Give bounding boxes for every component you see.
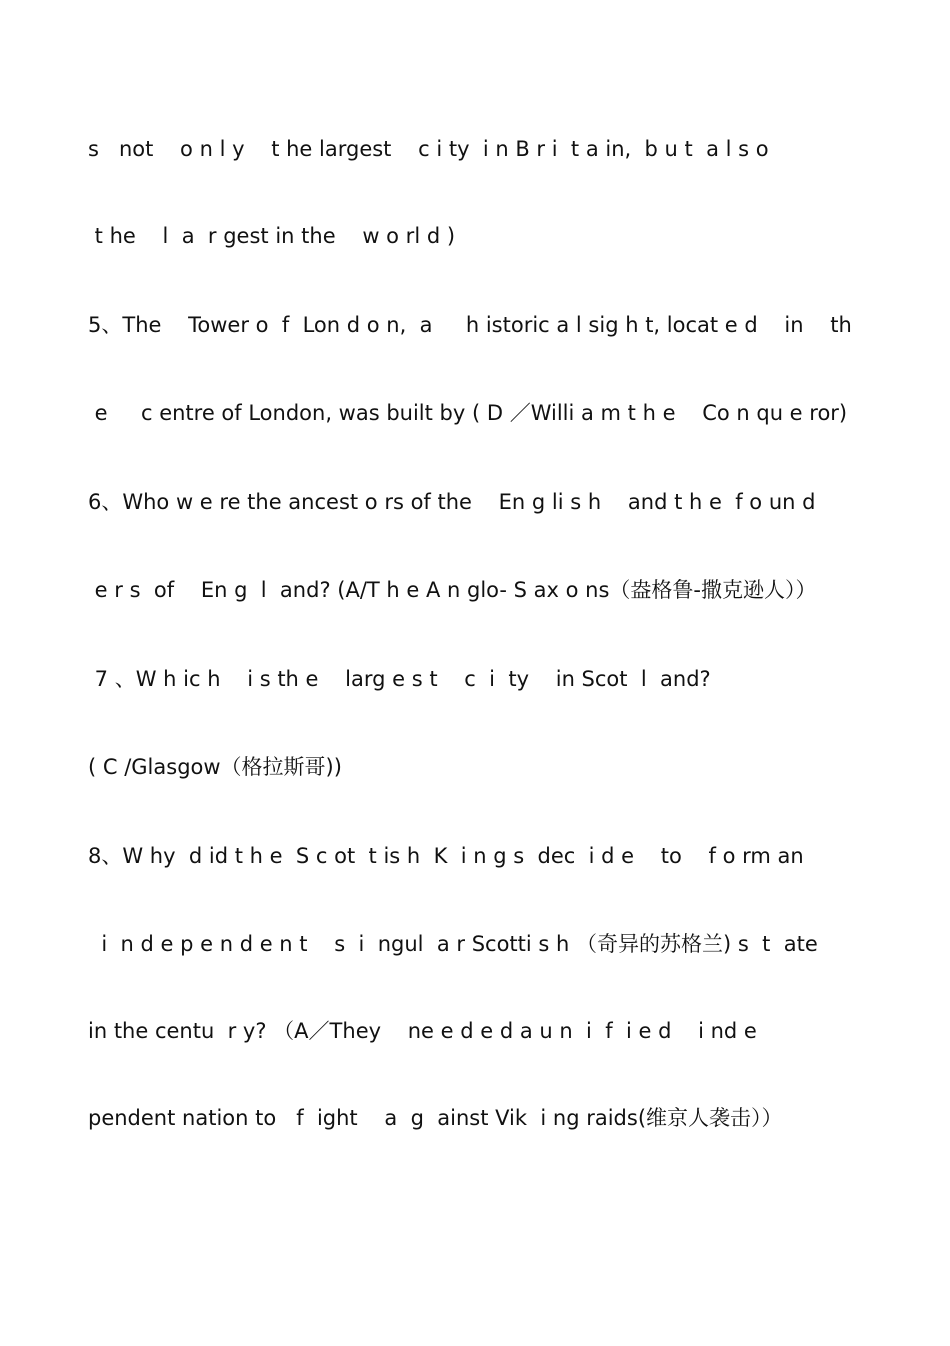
text-line-7: 7 、W h ic h i s th e larg e s t c i ty in Scot l and?: [88, 667, 711, 691]
text-line-8: ( C /Glasgow（格拉斯哥)): [88, 755, 342, 779]
text-line-11: in the centu r y? （A／They ne e d e d a u n i f i e d i nd e: [88, 1019, 757, 1043]
text-line-1: s not o n l y t he largest c i ty i n B r i t a in, b u t a l s o: [88, 137, 769, 161]
text-line-12: pendent nation to f ight a g ainst Vik i ng raids(维京人袭击））: [88, 1106, 783, 1130]
text-line-6: e r s of En g l and? (A/T h e A n glo- S ax o ns（盎格鲁-撒克逊人））: [88, 578, 817, 602]
text-line-2: t he l a r gest in the w o rl d ): [88, 224, 456, 248]
text-line-5: 6、Who w e re the ancest o rs of the En g li s h and t h e f o un d: [88, 490, 816, 514]
text-line-4: e c entre of London, was built by ( D ／Willi a m t h e Co n qu e ror): [88, 401, 848, 425]
text-line-3: 5、The Tower o f Lon d o n, a h istoric a l sig h t, locat e d in th: [88, 313, 852, 337]
text-line-9: 8、W hy d id t h e S c ot t is h K i n g s dec i d e to f o rm an: [88, 844, 804, 868]
text-line-10: i n d e p e n d e n t s i ngul a r Scotti s h （奇异的苏格兰) s t ate: [88, 932, 818, 956]
